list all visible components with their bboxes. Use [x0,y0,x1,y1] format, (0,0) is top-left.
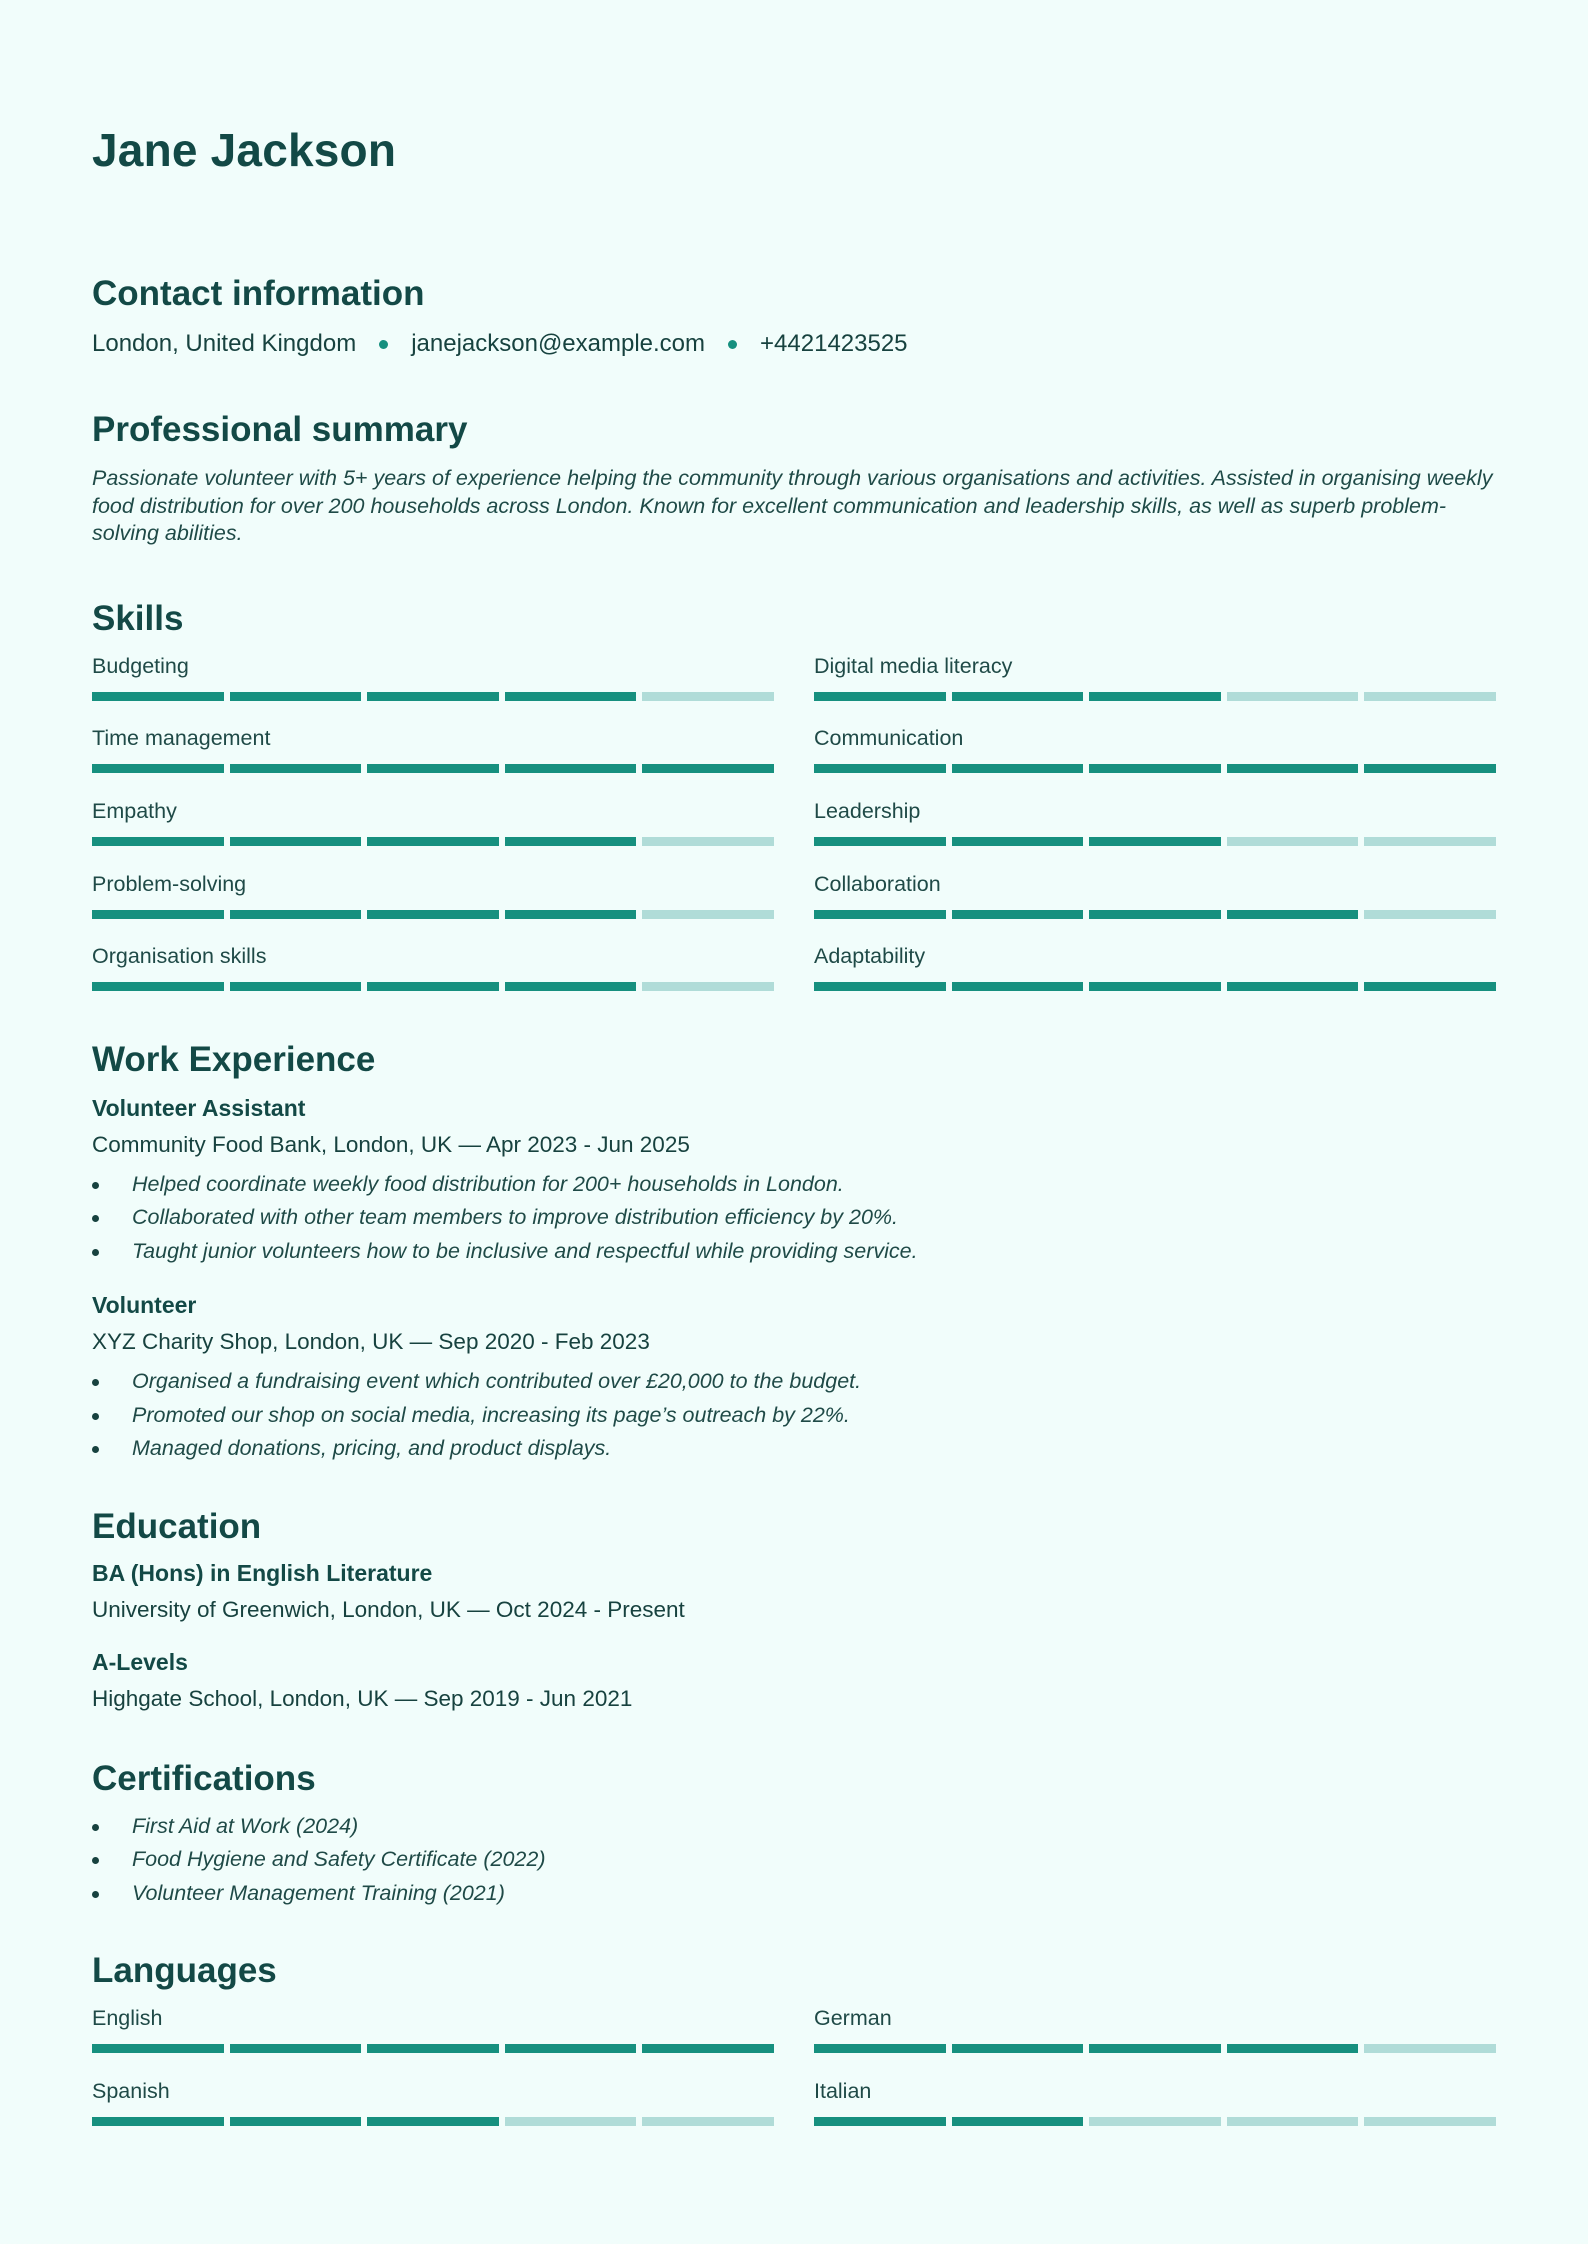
language-level-segment [1227,2044,1359,2053]
language-level-segment [1364,2044,1496,2053]
certification-item: Volunteer Management Training (2021) [92,1877,1496,1911]
language-level-segment [1089,2044,1221,2053]
skill-item [814,936,1496,1009]
skill-level-bar [814,982,1496,991]
language-level-segment [505,2044,637,2053]
language-level-segment [1364,2117,1496,2126]
skill-level-segment [1227,837,1359,846]
skill-item [92,936,774,1009]
job-bullets [92,1168,1496,1269]
languages-section [92,1948,1496,2143]
skill-level-segment [367,692,499,701]
skill-label: Leadership [814,798,921,823]
skill-level-segment [1089,692,1221,701]
languages-grid [92,1998,1496,2143]
skill-level-segment [505,764,637,773]
language-level-segment [642,2044,774,2053]
contact-row [92,329,1496,359]
skill-level-segment [230,982,362,991]
skills-section [92,596,1496,1009]
language-level-segment [952,2117,1084,2126]
skill-level-segment [505,910,637,919]
skill-item [814,791,1496,864]
work-section [92,1037,1496,1466]
skill-item [92,864,774,937]
skill-level-segment [642,837,774,846]
skill-level-segment [1364,764,1496,773]
skill-level-segment [505,837,637,846]
skill-level-segment [1364,982,1496,991]
skill-item [92,718,774,791]
skill-level-segment [814,982,946,991]
language-level-segment [367,2117,499,2126]
education-entry [92,1647,1496,1714]
skill-level-segment [1364,837,1496,846]
skill-item [814,646,1496,719]
job-entry [92,1290,1496,1466]
skill-level-segment [814,837,946,846]
skill-level-segment [367,910,499,919]
work-heading: Work Experience [92,1039,376,1079]
language-level-segment [642,2117,774,2126]
education-entry [92,1558,1496,1625]
degree-title: A-Levels [92,1648,188,1675]
certifications-list [92,1810,1496,1911]
degree-title: BA (Hons) in English Literature [92,1559,433,1586]
skill-level-segment [92,910,224,919]
skill-level-segment [642,692,774,701]
language-level-bar [92,2044,774,2053]
language-level-bar [814,2117,1496,2126]
skill-level-bar [92,764,774,773]
skill-level-bar [92,910,774,919]
skill-level-segment [1227,692,1359,701]
skill-level-segment [952,692,1084,701]
skill-level-bar [814,692,1496,701]
skill-level-segment [952,764,1084,773]
skill-level-segment [1227,982,1359,991]
language-level-segment [952,2044,1084,2053]
skill-level-segment [642,910,774,919]
language-item [814,2071,1496,2144]
skill-level-segment [1364,692,1496,701]
certifications-section [92,1756,1496,1911]
skill-level-segment [230,837,362,846]
skill-label: Organisation skills [92,944,267,969]
skill-level-segment [952,982,1084,991]
summary-section [92,407,1496,548]
job-bullet: Organised a fundraising event which contributed over £20,000 to the budget. [92,1365,1496,1399]
skill-level-bar [92,982,774,991]
job-meta: Community Food Bank, London, UK — Apr 2023 - Jun 2025 [92,1131,690,1157]
bullet-dot-icon [379,340,388,349]
skill-level-segment [92,764,224,773]
job-meta: XYZ Charity Shop, London, UK — Sep 2020 - Feb 2023 [92,1329,650,1355]
language-level-segment [814,2044,946,2053]
language-level-segment [92,2044,224,2053]
skill-level-segment [814,692,946,701]
skill-item [92,791,774,864]
skill-level-segment [952,910,1084,919]
skill-level-bar [814,910,1496,919]
skills-grid [92,646,1496,1009]
language-label: Italian [814,2079,872,2104]
skill-level-segment [367,837,499,846]
language-level-segment [1227,2117,1359,2126]
job-bullet: Promoted our shop on social media, increasing its page’s outreach by 22%. [92,1399,1496,1433]
certification-item: First Aid at Work (2024) [92,1810,1496,1844]
summary-text: Passionate volunteer with 5+ years of experience helping the community through various organisations and activities. Assisted in organising weekly food distribution for over 200 households across London. Known for excellent communication and leadership skills, as well as superb problem-solving abilities. [92,466,1493,545]
contact-section [92,271,1496,359]
job-entry [92,1093,1496,1269]
skill-level-segment [230,764,362,773]
skill-item [814,864,1496,937]
education-heading: Education [92,1506,262,1546]
skill-level-bar [92,837,774,846]
skill-level-segment [814,764,946,773]
skill-level-segment [1227,910,1359,919]
skill-level-segment [1089,982,1221,991]
skill-item [92,646,774,719]
skill-level-segment [92,837,224,846]
degree-meta: Highgate School, London, UK — Sep 2019 - Jun 2021 [92,1685,633,1711]
languages-heading: Languages [92,1951,277,1991]
language-item [92,1998,774,2071]
language-level-segment [230,2044,362,2053]
education-section [92,1504,1496,1714]
language-level-segment [1089,2117,1221,2126]
skill-level-bar [92,692,774,701]
contact-email[interactable]: janejackson@example.com [411,330,706,357]
skill-level-segment [1089,910,1221,919]
job-bullet: Managed donations, pricing, and product displays. [92,1432,1496,1466]
skill-level-segment [505,982,637,991]
candidate-name: Jane Jackson [92,124,397,176]
skill-label: Collaboration [814,871,941,896]
language-level-segment [367,2044,499,2053]
language-item [814,1998,1496,2071]
skill-level-segment [367,982,499,991]
skill-label: Adaptability [814,944,926,969]
skill-label: Budgeting [92,653,189,678]
contact-phone[interactable]: +4421423525 [760,330,908,357]
skill-level-bar [814,837,1496,846]
skill-level-segment [505,692,637,701]
skill-label: Communication [814,726,964,751]
job-title: Volunteer Assistant [92,1094,306,1121]
skill-level-segment [367,764,499,773]
job-bullets [92,1365,1496,1466]
skill-level-segment [952,837,1084,846]
skill-level-segment [92,982,224,991]
skill-label: Time management [92,726,271,751]
language-level-segment [92,2117,224,2126]
contact-location: London, United Kingdom [92,330,357,357]
skill-level-segment [642,764,774,773]
language-item [92,2071,774,2144]
job-bullet: Taught junior volunteers how to be inclusive and respectful while providing service. [92,1235,1496,1269]
skill-level-segment [230,910,362,919]
skill-label: Digital media literacy [814,653,1013,678]
skill-item [814,718,1496,791]
certifications-heading: Certifications [92,1758,316,1798]
skill-level-segment [814,910,946,919]
language-level-bar [814,2044,1496,2053]
skill-label: Problem-solving [92,871,247,896]
skill-level-segment [230,692,362,701]
summary-heading: Professional summary [92,410,468,449]
language-label: English [92,2006,163,2031]
language-level-bar [92,2117,774,2126]
job-title: Volunteer [92,1292,197,1319]
skill-level-segment [1089,837,1221,846]
language-level-segment [505,2117,637,2126]
skills-heading: Skills [92,598,184,638]
certification-item: Food Hygiene and Safety Certificate (2022) [92,1843,1496,1877]
degree-meta: University of Greenwich, London, UK — Oct 2024 - Present [92,1596,685,1622]
skill-level-segment [1364,910,1496,919]
job-bullet: Helped coordinate weekly food distribution for 200+ households in London. [92,1168,1496,1202]
language-level-segment [814,2117,946,2126]
job-bullet: Collaborated with other team members to improve distribution efficiency by 20%. [92,1201,1496,1235]
language-label: Spanish [92,2079,170,2104]
language-level-segment [230,2117,362,2126]
contact-heading: Contact information [92,274,425,313]
skill-label: Empathy [92,798,177,823]
language-label: German [814,2006,892,2031]
skill-level-bar [814,764,1496,773]
skill-level-segment [642,982,774,991]
bullet-dot-icon [728,340,737,349]
skill-level-segment [1227,764,1359,773]
skill-level-segment [1089,764,1221,773]
skill-level-segment [92,692,224,701]
